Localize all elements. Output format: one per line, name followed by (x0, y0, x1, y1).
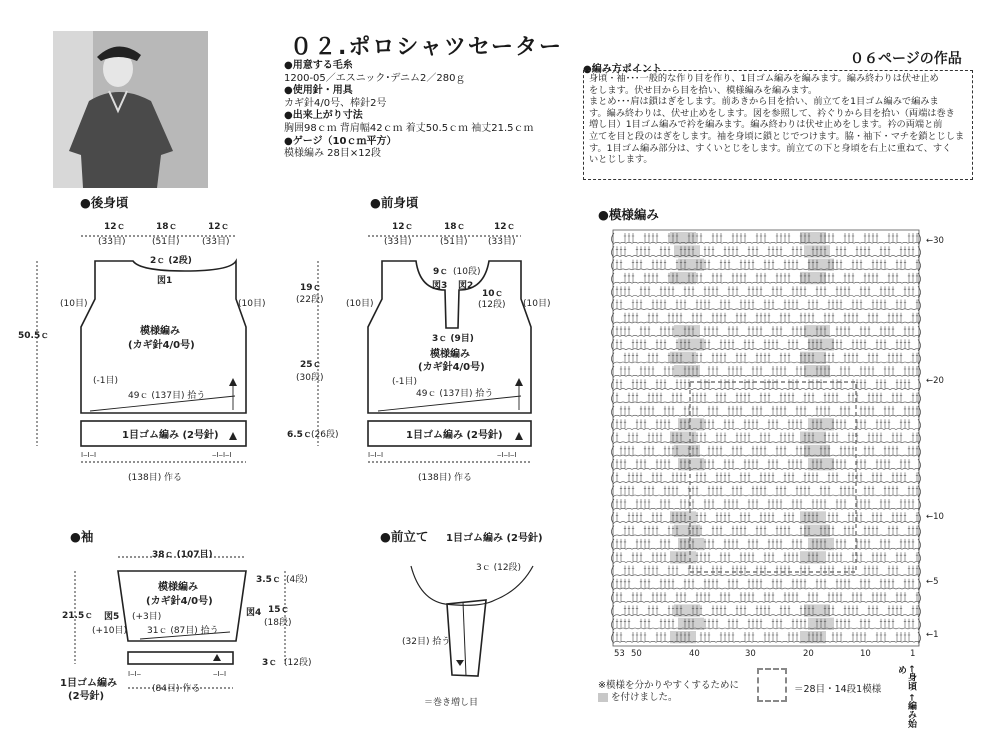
back-side-right: (10目) (238, 299, 266, 309)
front-rib-mark-left: I‒I‒I (368, 451, 384, 459)
back-pickup: 49ｃ (137目) 拾う (128, 391, 206, 401)
sleeve-cast-on: (84目) 作る (152, 684, 201, 694)
front-height-rib: 6.5ｃ (287, 430, 312, 440)
chart-row-label: ←30 (926, 236, 944, 246)
arrow-icon (456, 660, 464, 666)
size-text: 胸囲98ｃｍ 背肩幅42ｃｍ 着丈50.5ｃｍ 袖丈21.5ｃｍ (284, 122, 534, 134)
back-width-left: 12ｃ (104, 222, 126, 232)
front-height-upper-rows: (22段) (296, 295, 324, 305)
chart-note (598, 680, 739, 704)
front-height-middle-rows: (30段) (296, 373, 324, 383)
points-line: す。1目ゴム編み部分は、すくいとじをします。前立ての下と身頃を右上に重ねて、すく (589, 142, 952, 154)
points-line: 身頃・袖･･･一般的な作り目を作り、1目ゴム編みを編みます。編み終わりは伏せ止め (589, 73, 939, 84)
front-heading: ●前身頃 (370, 195, 419, 210)
sleeve-rib-needle: (2号針) (68, 691, 105, 702)
chart-col-label: 40 (689, 649, 700, 659)
points-line: まとめ･･･肩は鎖はぎをします。前あきから目を拾い、前立てを1目ゴム編みで編みま (589, 96, 939, 108)
back-decrease: (-1目) (93, 376, 118, 386)
yarn-heading: ●用意する毛糸 (284, 60, 353, 71)
arrow-icon (229, 432, 237, 440)
sleeve-figure-4: 図4 (246, 608, 262, 618)
chart-start-sub: ←身頃 (906, 665, 916, 691)
sleeve-pickup: 31ｃ (87目) 拾う (147, 626, 219, 636)
chart-col-label: 50 (631, 649, 642, 659)
sleeve-rib-label: 1目ゴム編み (60, 678, 117, 689)
sleeve-rib-mark-left: I‒I‒ (128, 670, 142, 678)
arrow-icon (213, 654, 221, 661)
arrow-icon (515, 378, 523, 386)
back-width-center-stitches: (51目) (152, 237, 180, 247)
sleeve-figure-5: 図5 (104, 612, 120, 622)
front-width-right: 12ｃ (494, 222, 516, 232)
size-heading: ●出来上がり寸法 (284, 110, 363, 122)
arrow-icon (515, 432, 523, 440)
chart-heading: ●模様編み (598, 207, 659, 222)
chart-note-text: を付けました。 (611, 692, 678, 703)
front-pattern-label: 模様編み (430, 349, 470, 360)
placket-size: 3ｃ (12段) (476, 563, 522, 573)
front-decrease: (-1目) (392, 377, 417, 387)
placket-strip (447, 600, 486, 676)
front-opening-depth: 10ｃ (482, 289, 504, 299)
front-height-rib-rows: (26段) (311, 430, 339, 440)
sleeve-heading: ●袖 (70, 529, 94, 544)
placket-rib-label: 1目ゴム編み (2号針) (446, 533, 543, 544)
placket-pickup: (32目) 拾う (402, 637, 451, 647)
points-line: す。編み終わりは、伏せ止めをします。図を参照して、衿ぐりから目を拾い（両端は巻き (589, 107, 955, 119)
front-pickup: 49ｃ (137目) 拾う (416, 389, 494, 399)
stitch-chart (600, 222, 970, 662)
chart-row-label: ←5 (926, 577, 939, 587)
arrow-icon (229, 378, 237, 386)
front-rib-mark-right: ‒I‒I‒I (497, 451, 517, 459)
back-width-right-stitches: (33目) (202, 237, 230, 247)
sleeve-increase-10: (+10目) (92, 626, 128, 636)
back-side-left: (10目) (60, 299, 88, 309)
back-pattern-label: 模様編み (140, 326, 180, 337)
sleeve-increase-3: (+3目) (132, 612, 162, 622)
front-width-center-stitches: (51目) (440, 237, 468, 247)
front-height-upper: 19ｃ (300, 283, 322, 293)
sleeve-height-rib: 3ｃ (262, 658, 278, 668)
back-neck-depth: 2ｃ (2段) (150, 256, 192, 266)
chart-row-label: ←10 (926, 512, 944, 522)
sleeve-height-top-rows: (4段) (286, 575, 308, 585)
front-cast-on: (138目) 作る (418, 473, 473, 483)
back-cast-on: (138目) 作る (128, 473, 183, 483)
front-height-middle: 25ｃ (300, 360, 322, 370)
sleeve-top-width: 38ｃ (107目) (152, 550, 213, 560)
sleeve-height: 21.5ｃ (62, 611, 94, 621)
front-rib-label: 1目ゴム編み (2号針) (406, 430, 503, 441)
repeat-legend-box (757, 668, 787, 702)
back-figure-label: 図1 (157, 276, 173, 286)
back-width-right: 12ｃ (208, 222, 230, 232)
back-rib-mark-left: I‒I‒I (81, 451, 97, 459)
front-width-right-stitches: (33目) (488, 237, 516, 247)
placket-strip-inner (463, 602, 466, 676)
chart-note-line1: ※模様を分かりやすくするために (598, 680, 739, 691)
front-figure-2: 図2 (458, 281, 474, 291)
gauge-heading: ●ゲージ（10ｃｍ平方） (284, 135, 397, 147)
front-side-right: (10目) (523, 299, 551, 309)
chart-row-label: ←20 (926, 376, 944, 386)
needle-heading: ●使用針・用具 (284, 85, 353, 97)
front-opening-width: 3ｃ (9目) (432, 334, 474, 344)
front-opening-depth-rows: (12段) (478, 300, 506, 310)
back-heading: ●後身頃 (80, 195, 129, 210)
sleeve-height-mid-rows: (18段) (264, 618, 292, 628)
sleeve-rib-mark-right: ‒I‒I (213, 670, 227, 678)
points-line: をします。伏せ目から目を拾い、模様編みを編みます。 (589, 84, 818, 96)
chart-row-label: ←1 (926, 630, 939, 640)
back-rib-label: 1目ゴム編み (2号針) (122, 430, 219, 441)
chart-start-label (896, 665, 916, 735)
front-neck-depth-rows: (10段) (453, 267, 481, 277)
chart-col-label: 30 (745, 649, 756, 659)
back-rib-mark-right: ‒I‒I‒I (212, 451, 232, 459)
chart-col-label: 53 (614, 649, 625, 659)
yarn-text: 1200-05／エスニック･デニム2／280ｇ (284, 72, 466, 84)
chart-col-label: 1 (910, 649, 916, 659)
front-figure-3: 図3 (432, 281, 448, 291)
sleeve-height-rib-rows: (12段) (284, 658, 312, 668)
sleeve-hook-label: (カギ針4/0号) (146, 596, 213, 607)
sleeve-pattern-label: 模様編み (158, 582, 198, 593)
front-width-left: 12ｃ (392, 222, 414, 232)
points-line: 立てを目と段のはぎをします。袖を身頃に鎖とじでつけます。脇・袖下・マチを鎖とじしま (589, 130, 965, 142)
gauge-text: 模様編み 28目×12段 (284, 148, 382, 160)
chart-start: ←編み始め (896, 665, 916, 729)
back-width-left-stitches: (33目) (98, 237, 126, 247)
back-height: 50.5ｃ (18, 331, 50, 341)
page-reference: ０６ページの作品 (850, 51, 962, 67)
points-line: 増し目）1目ゴム編みで衿を編みます。編み終わりは伏せ止めをします。衿の両端と前 (589, 119, 943, 131)
back-hook-label: (カギ針4/0号) (128, 340, 195, 351)
sleeve-height-mid: 15ｃ (268, 605, 290, 615)
needle-text: カギ針4/0号、棒針2号 (284, 97, 387, 109)
chart-note-line2 (598, 692, 739, 704)
front-side-left: (10目) (346, 299, 374, 309)
chart-col-label: 10 (860, 649, 871, 659)
back-width-center: 18ｃ (156, 222, 178, 232)
front-neck-depth: 9ｃ (433, 267, 449, 277)
points-line: いとじします。 (589, 154, 653, 166)
page-title: ０２.ポロシャツセーター (290, 35, 564, 60)
shade-swatch (598, 693, 608, 702)
repeat-legend: ＝28目・14段1模様 (794, 684, 882, 695)
placket-legend: ＝巻き増し目 (424, 698, 479, 708)
points-heading: ●編み方ポイント (583, 64, 662, 75)
front-width-center: 18ｃ (444, 222, 466, 232)
front-width-left-stitches: (33目) (384, 237, 412, 247)
placket-heading: ●前立て (380, 529, 429, 544)
chart-col-label: 20 (803, 649, 814, 659)
sleeve-height-top: 3.5ｃ (256, 575, 281, 585)
front-hook-label: (カギ針4/0号) (418, 362, 485, 373)
